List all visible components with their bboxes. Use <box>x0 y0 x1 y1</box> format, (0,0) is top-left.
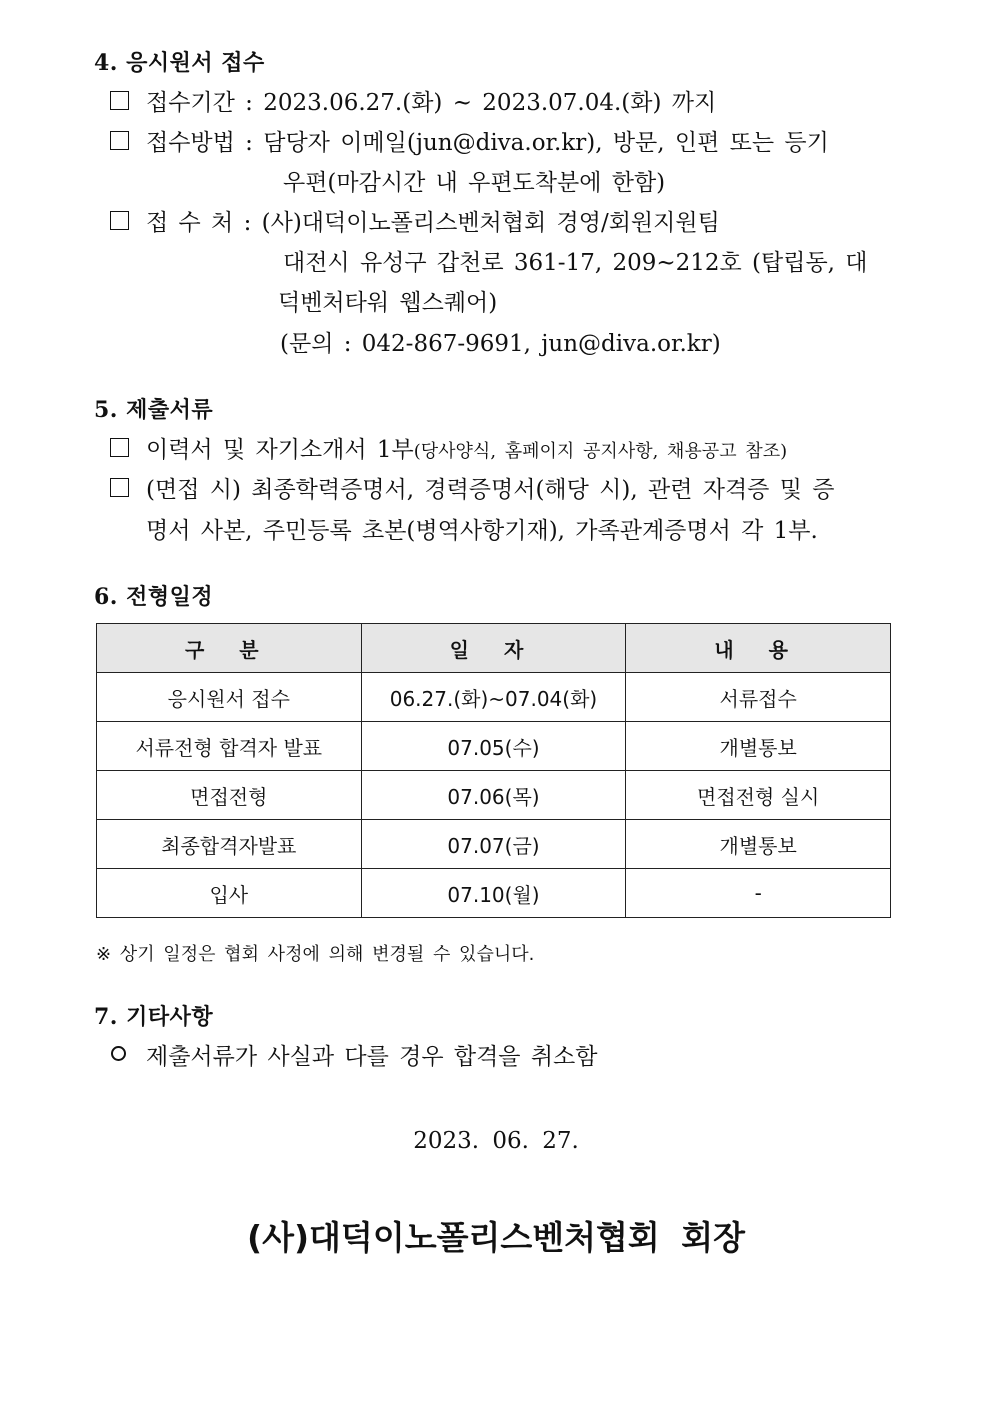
office-address-cont: 덕벤처타워 웹스퀘어) <box>278 290 498 316</box>
office-address: 대전시 유성구 갑천로 361-17, 209~212호 (탑립동, 대 <box>283 250 868 276</box>
cell-date: 07.05(수) <box>361 722 626 771</box>
header-content: 내 용 <box>626 624 891 673</box>
table-row <box>97 722 891 771</box>
cell-date: 07.07(금) <box>361 820 626 869</box>
header-date: 일 자 <box>361 624 626 673</box>
cell-category: 응시원서 접수 <box>97 673 362 722</box>
table-row <box>97 771 891 820</box>
cell-date: 07.06(목) <box>361 771 626 820</box>
table-row <box>97 869 891 918</box>
checkbox-icon <box>110 478 129 497</box>
submission-office: 접 수 처 : (사)대덕이노폴리스벤처협회 경영/회원지원팀 <box>146 210 720 236</box>
table-row <box>97 673 891 722</box>
schedule-table <box>96 623 891 918</box>
document-item-2: (면접 시) 최종학력증명서, 경력증명서(해당 시), 관련 자격증 및 증 <box>146 477 835 503</box>
cell-content: - <box>626 869 891 918</box>
table-row <box>97 820 891 869</box>
contact-info: (문의 : 042-867-9691, jun@diva.or.kr) <box>280 331 721 357</box>
cell-content: 서류접수 <box>626 673 891 722</box>
cell-date: 06.27.(화)~07.04(화) <box>361 673 626 722</box>
document-item-2-cont: 명서 사본, 주민등록 초본(병역사항기재), 가족관계증명서 각 1부. <box>146 518 818 544</box>
cell-content: 개별통보 <box>626 722 891 771</box>
submission-method-cont: 우편(마감시간 내 우편도착분에 한함) <box>283 170 666 196</box>
cell-content: 개별통보 <box>626 820 891 869</box>
cell-category: 서류전형 합격자 발표 <box>97 722 362 771</box>
cell-category: 면접전형 <box>97 771 362 820</box>
section-4-title: 4. 응시원서 접수 <box>94 50 265 76</box>
cell-date: 07.10(월) <box>361 869 626 918</box>
cell-category: 최종합격자발표 <box>97 820 362 869</box>
cell-category: 입사 <box>97 869 362 918</box>
submission-period: 접수기간 : 2023.06.27.(화) ~ 2023.07.04.(화) 까지 <box>146 90 717 116</box>
signer-title: (사)대덕이노폴리스벤처협회 회장 <box>247 1218 745 1257</box>
checkbox-icon <box>110 211 129 230</box>
document-item-1-note: (당사양식, 홈페이지 공지사항, 채용공고 참조) <box>413 441 788 462</box>
submission-method: 접수방법 : 담당자 이메일(jun@diva.or.kr), 방문, 인편 또는 등기 <box>146 130 829 156</box>
checkbox-icon <box>110 131 129 150</box>
cell-content: 면접전형 실시 <box>626 771 891 820</box>
checkbox-icon <box>110 438 129 457</box>
circle-bullet-icon <box>111 1046 126 1061</box>
section-5-title: 5. 제출서류 <box>94 397 214 423</box>
document-date: 2023. 06. 27. <box>413 1128 579 1154</box>
section-6-title: 6. 전형일정 <box>94 584 214 610</box>
other-item-1: 제출서류가 사실과 다를 경우 합격을 취소함 <box>146 1044 598 1070</box>
document-item-1-main: 이력서 및 자기소개서 1부 <box>146 437 414 463</box>
table-header-row <box>97 624 891 673</box>
header-category: 구 분 <box>97 624 362 673</box>
document-item-1 <box>146 431 787 464</box>
schedule-note: ※ 상기 일정은 협회 사정에 의해 변경될 수 있습니다. <box>96 944 535 965</box>
checkbox-icon <box>110 91 129 110</box>
section-7-title: 7. 기타사항 <box>94 1004 214 1030</box>
